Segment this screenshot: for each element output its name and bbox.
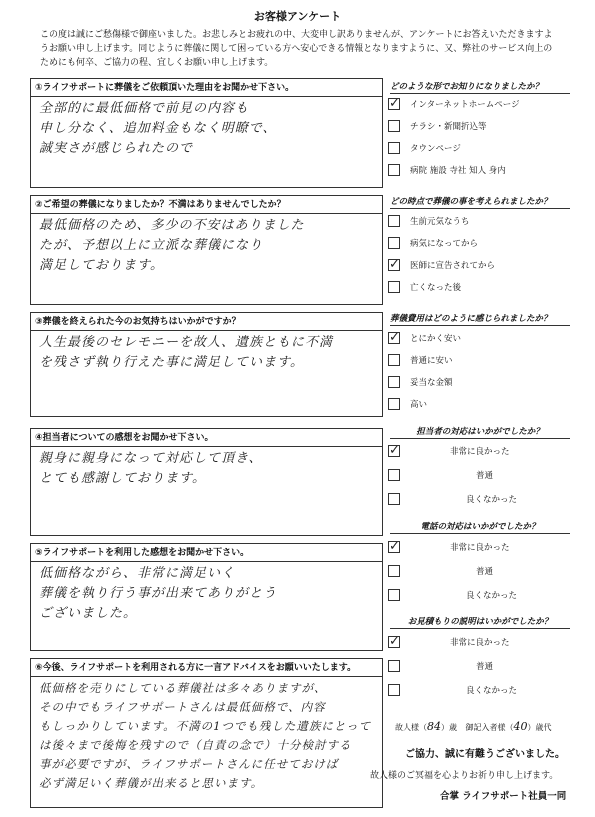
- checkbox-icon[interactable]: [388, 660, 400, 672]
- source-question: どのような形でお知りになりましたか？: [390, 80, 570, 94]
- question-1: ①ライフサポートに葬儀をご依頼頂いた理由をお聞かせ下さい。: [31, 79, 382, 97]
- source-option-2[interactable]: チラシ・新聞折込等: [388, 120, 487, 132]
- intro-text: この度は誠にご愁傷様で御座いました。お悲しみとお疲れの中、大変申し訳ありませんが、アンケートにお答えいただきますようお願い申し上げます。同じように葬儀に関して困っている方へ安心できる情報となりますように、又、弊社のサービス向上のためにも何卒、ご協力の程、宜しくお願い申し上げます。: [40, 30, 553, 68]
- checkbox-icon[interactable]: [388, 565, 400, 577]
- checkbox-icon[interactable]: [388, 215, 400, 227]
- staff-option-2[interactable]: 普通: [388, 469, 493, 481]
- phone-option-2[interactable]: 普通: [388, 565, 493, 577]
- cost-option-2[interactable]: 普通に安い: [388, 354, 453, 366]
- checkbox-icon[interactable]: [388, 398, 400, 410]
- source-option-4[interactable]: 病院 施設 寺社 知人 身内: [388, 164, 506, 176]
- cost-option-1[interactable]: ✓ とにかく安い: [388, 332, 461, 344]
- checkbox-icon[interactable]: [388, 469, 400, 481]
- section-6: [30, 658, 383, 808]
- answer-6: 低価格を売りにしている葬儀社は多々ありますが、 その中でもライフサポートさんは最低価格で、内容 もしっかりしています。不満の1つでも残した遺族にとって は後々まで後悔を残すので（自責の念で）十分検討する 事が必要ですが、ライフサポートさんに任せておけば 必ず満足いく葬儀が出来ると思います。: [39, 681, 372, 790]
- signature-text: 合掌 ライフサポート社員一同: [440, 791, 567, 802]
- answer-5: 低価格ながら、非常に満足いく 葬儀を執り行う事が出来てありがとう ございました。: [39, 566, 278, 621]
- estimate-question: お見積もりの説明はいかがでしたか？: [390, 615, 570, 629]
- estimate-option-2[interactable]: 普通: [388, 660, 493, 672]
- checkbox-icon[interactable]: [388, 354, 400, 366]
- question-3: ③葬儀を終えられた今のお気持ちはいかがですか？: [31, 313, 382, 331]
- checkbox-icon[interactable]: [388, 376, 400, 388]
- checkbox-icon[interactable]: [388, 142, 400, 154]
- checkbox-icon[interactable]: [388, 636, 400, 648]
- checkbox-icon[interactable]: [388, 332, 400, 344]
- prayer-text: 故人様のご冥福を心よりお祈り申し上げます。: [370, 771, 559, 781]
- checkbox-icon[interactable]: [388, 98, 400, 110]
- checkbox-icon[interactable]: [388, 237, 400, 249]
- question-2: ②ご希望の葬儀になりましたか？不満はありませんでしたか？: [31, 196, 382, 214]
- checkbox-icon[interactable]: [388, 259, 400, 271]
- checkbox-icon[interactable]: [388, 684, 400, 696]
- estimate-option-3[interactable]: 良くなかった: [388, 684, 517, 696]
- source-option-3[interactable]: タウンページ: [388, 142, 461, 154]
- staff-option-1[interactable]: ✓ 非常に良かった: [388, 445, 510, 457]
- question-4: ④担当者についての感想をお聞かせ下さい。: [31, 429, 382, 447]
- checkbox-icon[interactable]: [388, 120, 400, 132]
- checkbox-icon[interactable]: [388, 281, 400, 293]
- answer-2: 最低価格のため、多少の不安はありました たが、予想以上に立派な葬儀になり 満足しております。: [39, 218, 305, 273]
- section-2: [30, 195, 383, 305]
- cost-question: 葬儀費用はどのように感じられましたか？: [390, 312, 570, 326]
- age-info: 故人様（84）歳 御記入者様（40）歳代: [395, 720, 552, 733]
- timing-option-1[interactable]: 生前元気なうち: [388, 215, 470, 227]
- checkbox-icon[interactable]: [388, 493, 400, 505]
- answer-4: 親身に親身になって対応して頂き、 とても感謝しております。: [39, 451, 263, 486]
- source-option-1[interactable]: ✓ インターネットホームページ: [388, 98, 520, 110]
- phone-option-3[interactable]: 良くなかった: [388, 589, 517, 601]
- question-5: ⑤ライフサポートを利用した感想をお聞かせ下さい。: [31, 544, 382, 562]
- timing-question: どの時点で葬儀の事を考えられましたか？: [390, 195, 570, 209]
- question-6: ⑥今後、ライフサポートを利用される方に一言アドバイスをお願いいたします。: [31, 659, 382, 677]
- phone-option-1[interactable]: ✓ 非常に良かった: [388, 541, 510, 553]
- timing-option-2[interactable]: 病気になってから: [388, 237, 478, 249]
- answer-1: 全部的に最低価格で前見の内容も 申し分なく、追加料金もなく明瞭で、 誠実さが感じられたので: [39, 101, 277, 156]
- cost-option-3[interactable]: 妥当な金額: [388, 376, 453, 388]
- section-1: [30, 78, 383, 188]
- section-3: [30, 312, 383, 417]
- staff-question: 担当者の対応はいかがでしたか？: [390, 425, 570, 439]
- checkbox-icon[interactable]: [388, 541, 400, 553]
- phone-question: 電話の対応はいかがでしたか？: [390, 520, 570, 534]
- section-5: [30, 543, 383, 651]
- timing-option-4[interactable]: 亡くなった後: [388, 281, 461, 293]
- staff-option-3[interactable]: 良くなかった: [388, 493, 517, 505]
- mourner-value: 40: [513, 720, 528, 733]
- checkbox-icon[interactable]: [388, 164, 400, 176]
- timing-option-3[interactable]: ✓ 医師に宣告されてから: [388, 259, 495, 271]
- section-4: [30, 428, 383, 536]
- age-value: 84: [427, 720, 441, 733]
- page-title: お客様アンケート: [253, 10, 342, 23]
- thanks-text: ご協力、誠に有難うございました。: [405, 749, 565, 760]
- checkbox-icon[interactable]: [388, 445, 400, 457]
- cost-option-4[interactable]: 高い: [388, 398, 427, 410]
- estimate-option-1[interactable]: ✓ 非常に良かった: [388, 636, 510, 648]
- checkbox-icon[interactable]: [388, 589, 400, 601]
- answer-3: 人生最後のセレモニーを故人、遺族ともに不満 を残さず執り行えた事に満足しています。: [39, 335, 334, 370]
